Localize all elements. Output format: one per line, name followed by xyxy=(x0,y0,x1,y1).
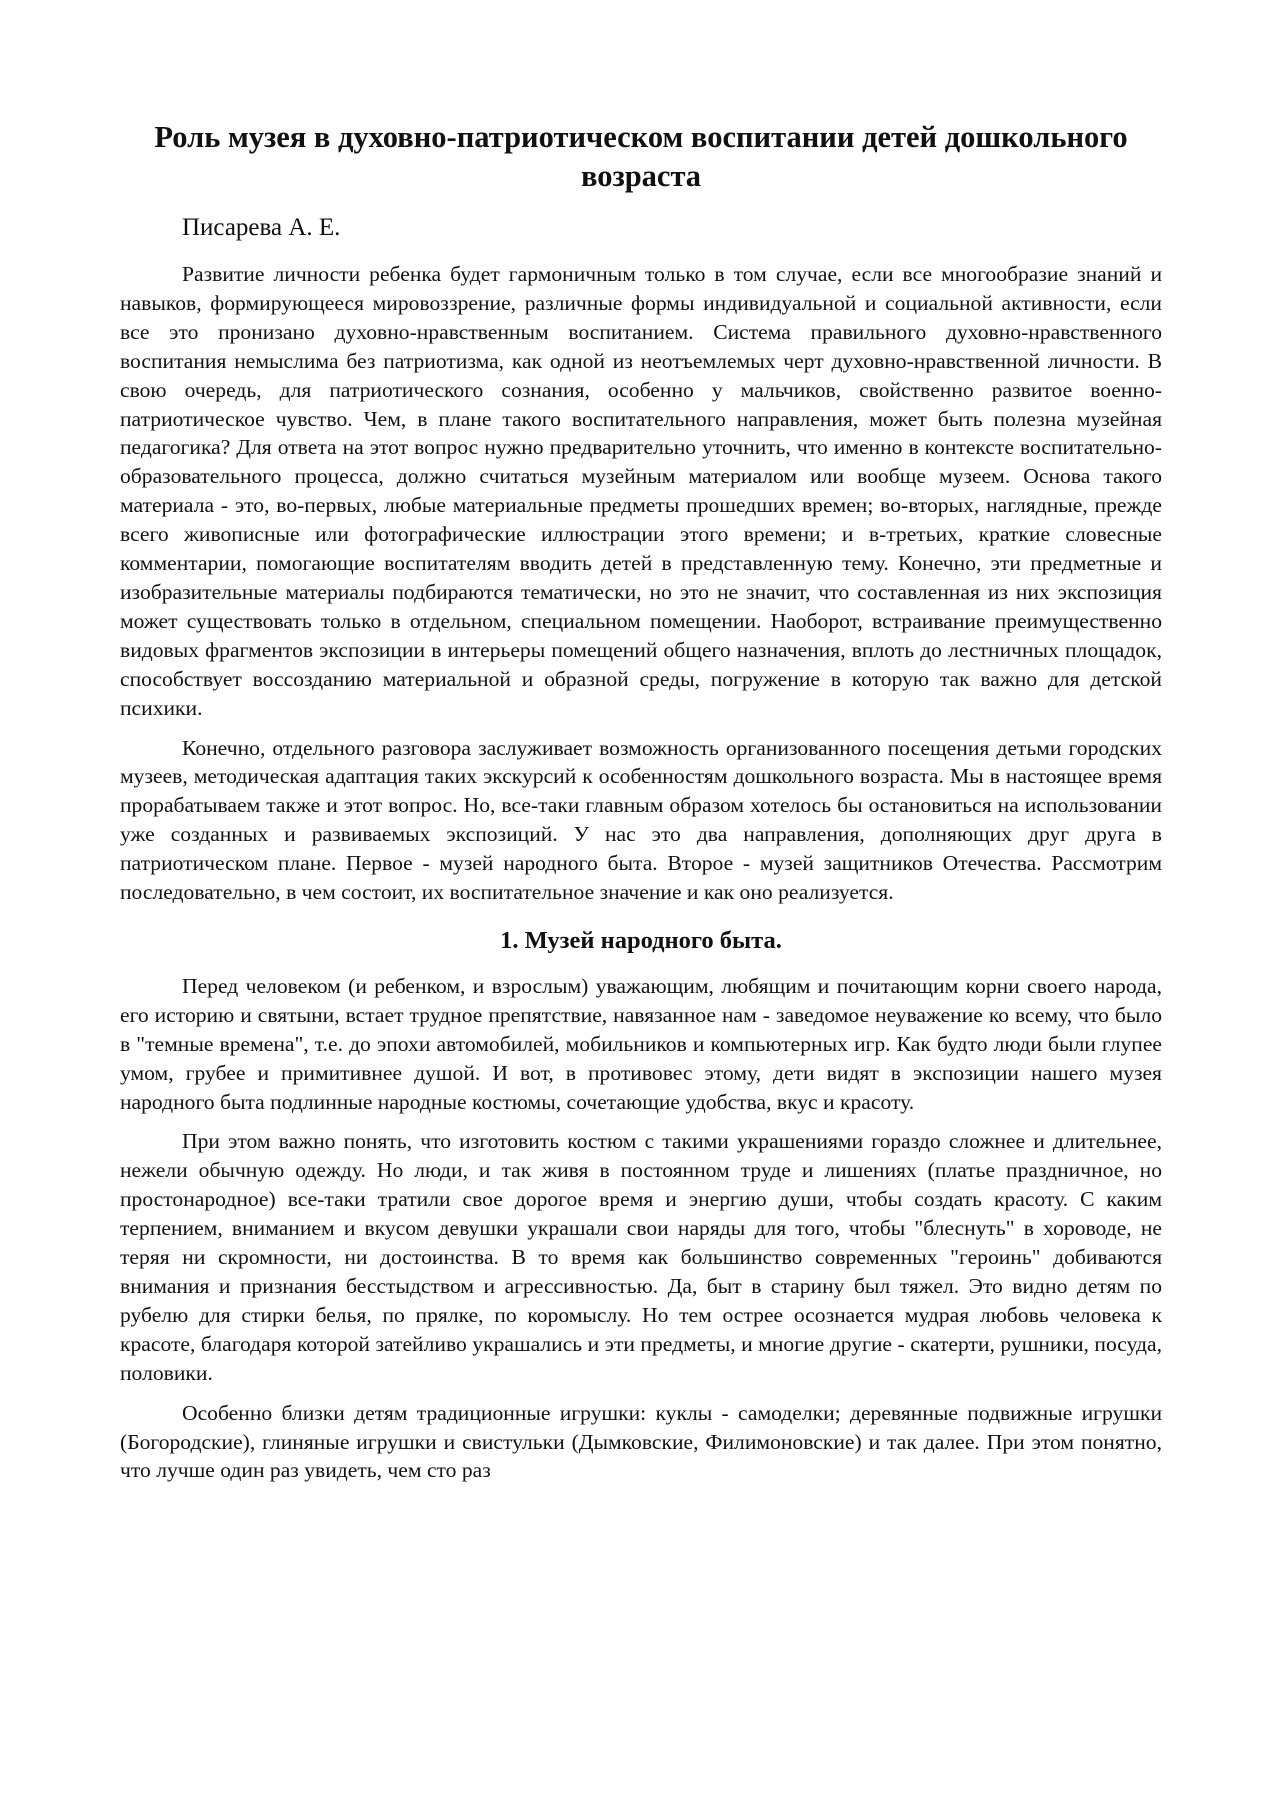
section-paragraph-2: При этом важно понять, что изготовить костюм с такими украшениями гораздо сложнее и длительнее, нежели обычную одежду. Но люди, и так живя в постоянном труде и лишениях (платье праздничное, но простонародное) все-таки тратили свое дорогое время и энергию души, чтобы создать красоту. С каким терпением, вниманием и вкусом девушки украшали свои наряды для того, чтобы "блеснуть" в хороводе, не теряя ни скромности, ни достоинства. В то время как большинство современных "героинь" добиваются внимания и признания бесстыдством и агрессивностью. Да, быт в старину был тяжел. Это видно детям по рубелю для стирки белья, по прялке, по коромыслу. Но тем острее осознается мудрая любовь человека к красоте, благодаря которой затейливо украшались и эти предметы, и многие другие - скатерти, рушники, посуда, половики. xyxy=(120,1129,1162,1385)
section-paragraph-1: Перед человеком (и ребенком, и взрослым) уважающим, любящим и почитающим корни своего народа, его историю и святыни, встает трудное препятствие, навязанное нам - заведомое неуважение ко всему, что было в "темные времена", т.е. до эпохи автомобилей, мобильников и компьютерных игр. Как будто люди были глупее умом, грубее и примитивнее душой. И вот, в противовес этому, дети видят в экспозиции нашего музея народного быта подлинные народные костюмы, сочетающие удобства, вкус и красоту. xyxy=(120,973,1162,1114)
document-title: Роль музея в духовно-патриотическом воспитании детей дошкольного возраста xyxy=(154,120,1128,193)
section-paragraph-3: Особенно близки детям традиционные игрушки: куклы - самоделки; деревянные подвижные игрушки (Богородские), глиняные игрушки и свистульки (Дымковские, Филимоновские) и так далее. При этом понятно, что лучше один раз увидеть, чем сто раз xyxy=(120,1400,1162,1483)
section-heading: 1. Музей народного быта. xyxy=(500,926,782,954)
document-page xyxy=(120,118,1162,1485)
intro-paragraph-1: Развитие личности ребенка будет гармоничным только в том случае, если все многообразие знаний и навыков, формирующееся мировоззрение, различные формы индивидуальной и социальной активности, если все это пронизано духовно-нравственным воспитанием. Система правильного духовно-нравственного воспитания немыслима без патриотизма, как одной из неотъемлемых черт духовно-нравственной личности. В свою очередь, для патриотического сознания, особенно у мальчиков, свойственно развитое военно-патриотическое чувство. Чем, в плане такого воспитательного направления, может быть полезна музейная педагогика? Для ответа на этот вопрос нужно предварительно уточнить, что именно в контексте воспитательно-образовательного процесса, должно считаться музейным материалом или вообще музеем. Основа такого материала - это, во-первых, любые материальные предметы прошедших времен; во-вторых, наглядные, прежде всего живописные или фотографические иллюстрации этого времени; и в-третьих, краткие словесные комментарии, помогающие воспитателям вводить детей в представленную тему. Конечно, эти предметные и изобразительные материалы подбираются тематически, но это не значит, что составленная из них экспозиция может существовать только в отдельном, специальном помещении. Наоборот, встраивание преимущественно видовых фрагментов экспозиции в интерьеры помещений общего назначения, вплоть до лестничных площадок, способствует воссозданию материальной и образной среды, погружение в которую так важно для детской психики. xyxy=(120,262,1162,720)
author-name: Писарева А. Е. xyxy=(182,214,341,241)
intro-paragraph-2: Конечно, отдельного разговора заслуживает возможность организованного посещения детьми городских музеев, методическая адаптация таких экскурсий к особенностям дошкольного возраста. Мы в настоящее время прорабатываем также и этот вопрос. Но, все-таки главным образом хотелось бы остановиться на использовании уже созданных и развиваемых экспозиций. У нас это два направления, дополняющих друг друга в патриотическом плане. Первое - музей народного быта. Второе - музей защитников Отечества. Рассмотрим последовательно, в чем состоит, их воспитательное значение и как оно реализуется. xyxy=(120,735,1162,905)
